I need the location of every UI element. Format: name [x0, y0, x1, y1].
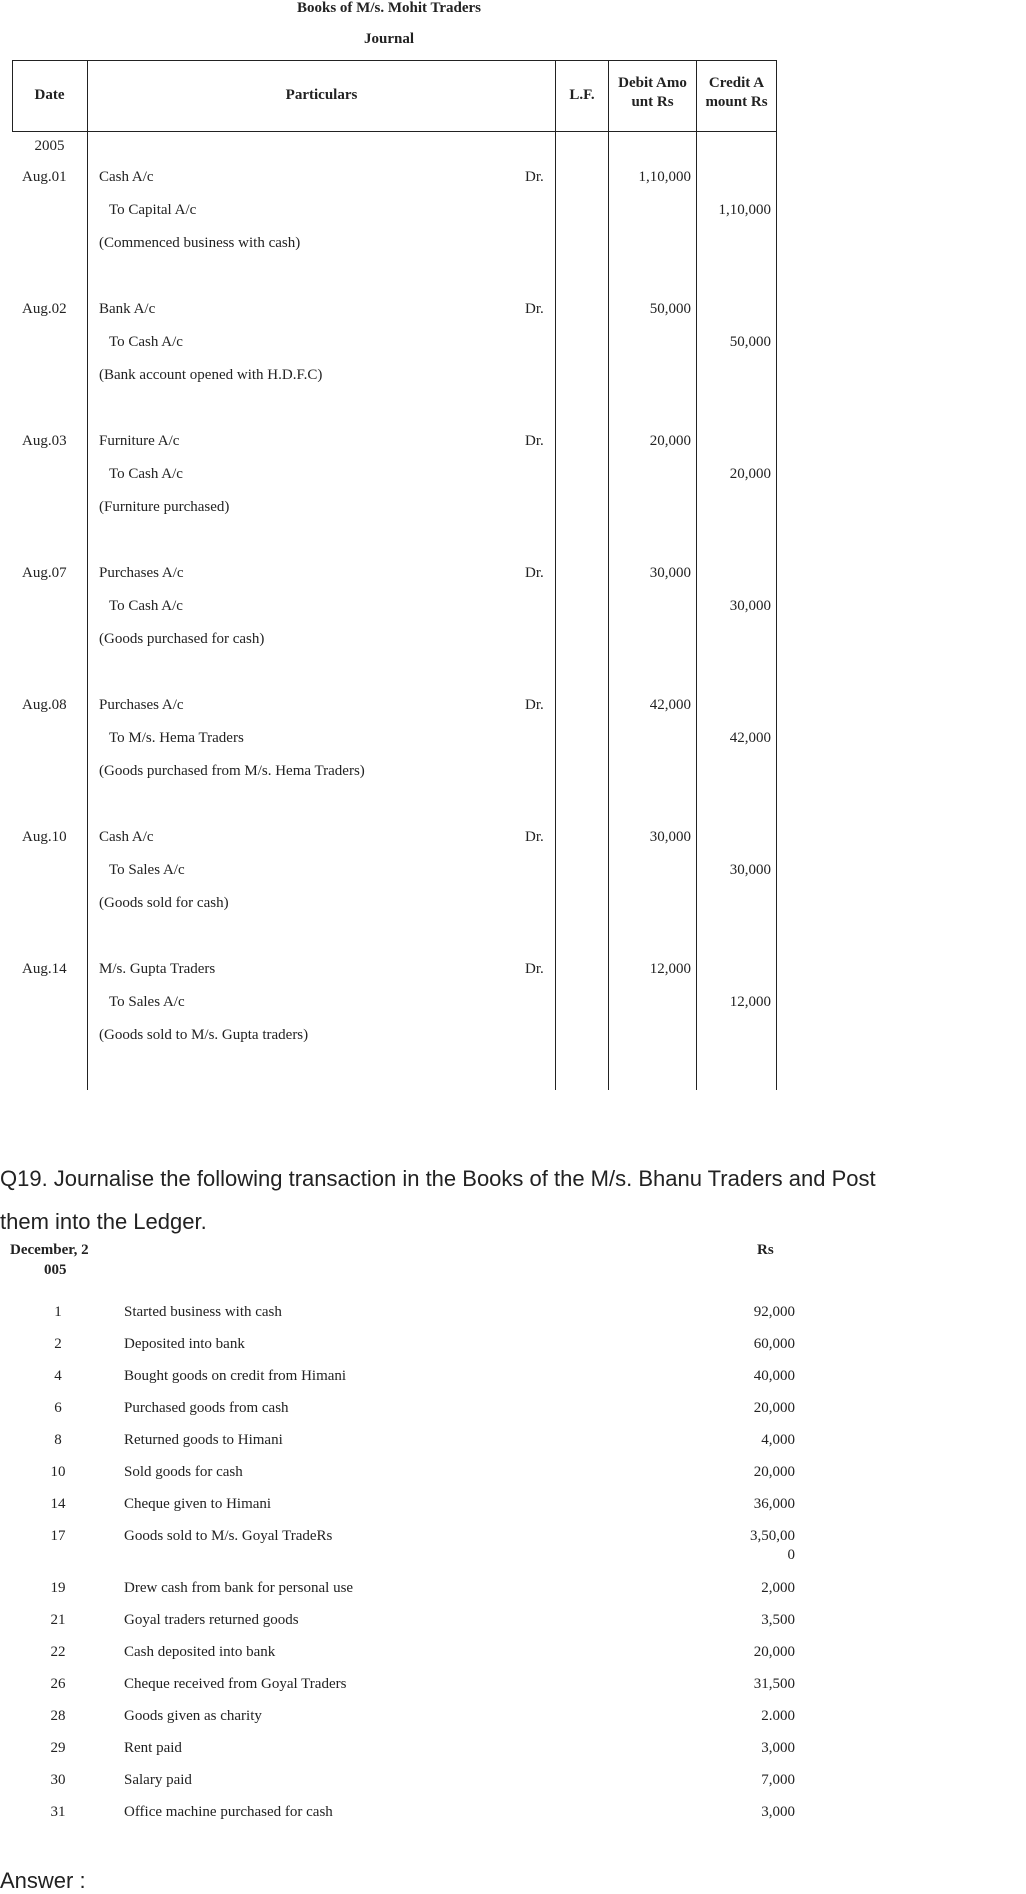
entry-credit-account: To Sales A/c	[109, 862, 185, 878]
entry-credit-account: To Cash A/c	[109, 466, 183, 482]
tx-amount: 7,000	[761, 1772, 795, 1788]
tx-amount: 3,500	[761, 1612, 795, 1628]
tx-description: Drew cash from bank for personal use	[124, 1580, 354, 1596]
entry-credit-account: To Cash A/c	[109, 334, 183, 350]
entry-credit-account: To Capital A/c	[109, 202, 197, 218]
tx-amount: 2,000	[761, 1580, 795, 1596]
journal-year: 2005	[34, 138, 65, 154]
header-particulars: Particulars	[285, 87, 358, 103]
tx-description: Goyal traders returned goods	[124, 1612, 299, 1628]
tx-day: 19	[50, 1580, 66, 1596]
entry-narration: (Bank account opened with H.D.F.C)	[99, 367, 323, 383]
header-credit-line1: Credit A	[708, 75, 765, 91]
entry-narration: (Commenced business with cash)	[99, 235, 301, 251]
entry-dr-marker: Dr.	[525, 697, 544, 713]
entry-debit-account: Cash A/c	[99, 169, 154, 185]
tx-header-date-line2: 005	[44, 1262, 67, 1278]
entry-credit-account: To Sales A/c	[109, 994, 185, 1010]
entry-credit-amount: 50,000	[729, 334, 771, 350]
tx-day: 28	[50, 1708, 66, 1724]
tx-day: 2	[54, 1336, 62, 1352]
date-column-divider	[87, 60, 88, 1090]
entry-dr-marker: Dr.	[525, 433, 544, 449]
entry-debit-amount: 30,000	[649, 829, 691, 845]
entry-narration: (Furniture purchased)	[99, 499, 230, 515]
header-debit-line1: Debit Amo	[618, 75, 687, 91]
header-date: Date	[34, 87, 65, 103]
table-top-border	[12, 60, 777, 61]
tx-day: 29	[50, 1740, 66, 1756]
entry-date: Aug.01	[22, 169, 67, 185]
tx-amount: 31,500	[753, 1676, 795, 1692]
tx-description: Rent paid	[124, 1740, 182, 1756]
tx-description: Cheque received from Goyal Traders	[124, 1676, 347, 1692]
tx-description: Purchased goods from cash	[124, 1400, 289, 1416]
entry-debit-account: Bank A/c	[99, 301, 156, 317]
tx-day: 17	[50, 1528, 66, 1544]
answer-label: Answer :	[0, 1868, 86, 1893]
tx-description: Office machine purchased for cash	[124, 1804, 333, 1820]
tx-day: 4	[54, 1368, 62, 1384]
header-bottom-border	[12, 131, 777, 132]
entry-debit-account: Purchases A/c	[99, 565, 184, 581]
entry-debit-account: M/s. Gupta Traders	[99, 961, 216, 977]
entry-credit-amount: 1,10,000	[718, 202, 771, 218]
tx-day: 22	[50, 1644, 66, 1660]
entry-credit-amount: 42,000	[729, 730, 771, 746]
entry-credit-amount: 12,000	[729, 994, 771, 1010]
tx-day: 14	[50, 1496, 66, 1512]
entry-debit-amount: 30,000	[649, 565, 691, 581]
book-title: Books of M/s. Mohit Traders	[296, 0, 482, 16]
tx-day: 30	[50, 1772, 66, 1788]
entry-debit-amount: 12,000	[649, 961, 691, 977]
entry-narration: (Goods purchased from M/s. Hema Traders)	[99, 763, 365, 779]
question	[0, 1157, 1026, 1243]
entry-narration: (Goods purchased for cash)	[99, 631, 265, 647]
tx-amount: 3,000	[761, 1740, 795, 1756]
tx-amount: 3,50,00	[750, 1528, 795, 1544]
tx-amount: 20,000	[753, 1644, 795, 1660]
tx-day: 6	[54, 1400, 62, 1416]
entry-date: Aug.02	[22, 301, 67, 317]
tx-amount: 40,000	[753, 1368, 795, 1384]
question-line-2: them into the Ledger.	[0, 1209, 207, 1234]
tx-amount: 92,000	[753, 1304, 795, 1320]
entry-date: Aug.10	[22, 829, 67, 845]
entry-dr-marker: Dr.	[525, 961, 544, 977]
entry-credit-amount: 30,000	[729, 862, 771, 878]
entry-credit-account: To M/s. Hema Traders	[109, 730, 244, 746]
entry-date: Aug.08	[22, 697, 67, 713]
entry-narration: (Goods sold to M/s. Gupta traders)	[99, 1027, 309, 1043]
entry-date: Aug.07	[22, 565, 67, 581]
tx-description: Bought goods on credit from Himani	[124, 1368, 347, 1384]
entry-debit-account: Cash A/c	[99, 829, 154, 845]
tx-header-date-line1: December, 2	[10, 1242, 89, 1258]
entry-debit-amount: 50,000	[649, 301, 691, 317]
entry-narration: (Goods sold for cash)	[99, 895, 229, 911]
tx-day: 21	[50, 1612, 66, 1628]
tx-day: 10	[50, 1464, 66, 1480]
tx-description: Started business with cash	[124, 1304, 282, 1320]
tx-amount: 36,000	[753, 1496, 795, 1512]
tx-header-amount: Rs	[757, 1242, 774, 1258]
tx-description: Cash deposited into bank	[124, 1644, 276, 1660]
tx-day: 8	[54, 1432, 62, 1448]
tx-description: Goods given as charity	[124, 1708, 262, 1724]
tx-day: 31	[50, 1804, 66, 1820]
tx-day: 1	[54, 1304, 62, 1320]
entry-credit-amount: 20,000	[729, 466, 771, 482]
entry-debit-amount: 20,000	[649, 433, 691, 449]
lf-column-divider	[555, 60, 556, 1090]
entry-credit-amount: 30,000	[729, 598, 771, 614]
tx-amount: 4,000	[761, 1432, 795, 1448]
tx-amount: 2.000	[761, 1708, 795, 1724]
entry-debit-amount: 1,10,000	[638, 169, 691, 185]
entry-dr-marker: Dr.	[525, 301, 544, 317]
tx-description: Sold goods for cash	[124, 1464, 243, 1480]
tx-amount-continued: 0	[787, 1547, 795, 1563]
tx-amount: 60,000	[753, 1336, 795, 1352]
entry-dr-marker: Dr.	[525, 169, 544, 185]
tx-amount: 20,000	[753, 1400, 795, 1416]
header-credit-line2: mount Rs	[705, 94, 768, 110]
entry-debit-account: Purchases A/c	[99, 697, 184, 713]
journal-table	[12, 60, 777, 1090]
header-debit-line2: unt Rs	[631, 94, 674, 110]
entry-debit-amount: 42,000	[649, 697, 691, 713]
right-border	[776, 60, 777, 1090]
tx-description: Salary paid	[124, 1772, 192, 1788]
entry-dr-marker: Dr.	[525, 829, 544, 845]
tx-day: 26	[50, 1676, 66, 1692]
tx-description: Deposited into bank	[124, 1336, 245, 1352]
entry-date: Aug.14	[22, 961, 67, 977]
question-line-1: Q19. Journalise the following transaction in the Books of the M/s. Bhanu Traders and Post	[0, 1166, 876, 1191]
tx-amount: 3,000	[761, 1804, 795, 1820]
entry-dr-marker: Dr.	[525, 565, 544, 581]
tx-description: Cheque given to Himani	[124, 1496, 272, 1512]
tx-description: Returned goods to Himani	[124, 1432, 283, 1448]
tx-amount: 20,000	[753, 1464, 795, 1480]
entry-debit-account: Furniture A/c	[99, 433, 180, 449]
tx-description: Goods sold to M/s. Goyal TradeRs	[124, 1528, 333, 1544]
header-lf: L.F.	[569, 87, 595, 103]
journal-title: Journal	[363, 31, 414, 47]
entry-date: Aug.03	[22, 433, 67, 449]
entry-credit-account: To Cash A/c	[109, 598, 183, 614]
